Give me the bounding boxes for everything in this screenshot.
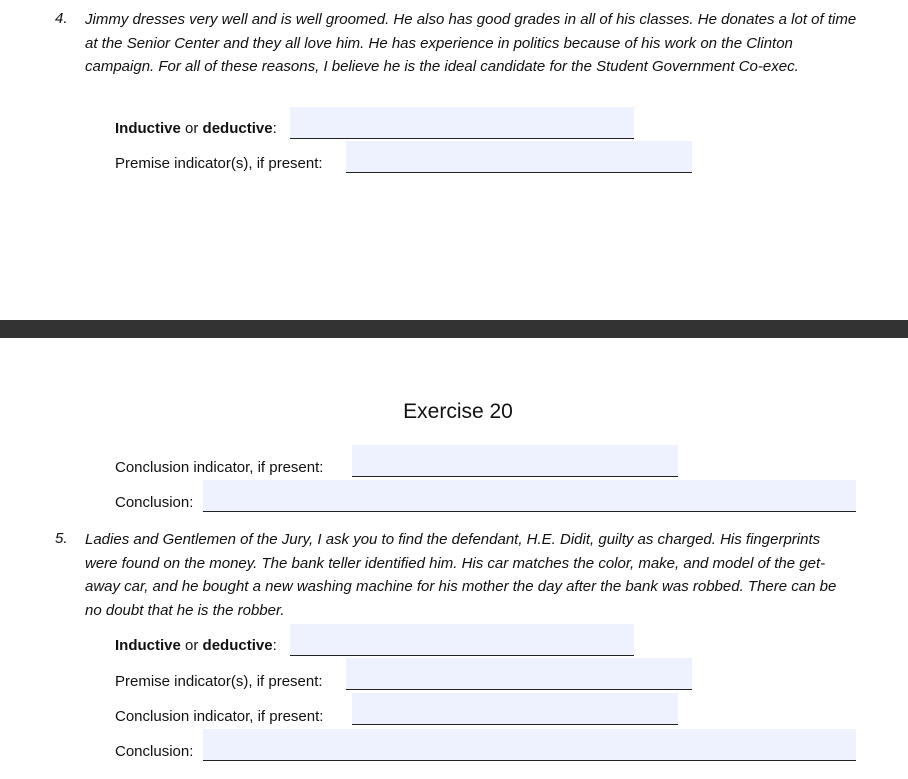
deductive-word: deductive	[202, 120, 273, 137]
inductive-deductive-label	[115, 120, 277, 137]
or-word: or	[180, 637, 203, 654]
conclusion-indicator-field-5[interactable]	[352, 693, 678, 725]
conclusion-label: Conclusion:	[115, 494, 194, 511]
item-number-5: 5.	[55, 530, 68, 547]
inductive-deductive-label-5	[115, 637, 277, 654]
premise-indicator-label: Premise indicator(s), if present:	[115, 155, 323, 172]
conclusion-field-5[interactable]	[203, 729, 856, 761]
conclusion-indicator-field-prev[interactable]	[352, 445, 678, 477]
premise-indicator-field-4[interactable]	[346, 141, 692, 173]
or-word: or	[180, 120, 203, 137]
premise-indicator-label-5: Premise indicator(s), if present:	[115, 673, 323, 690]
deductive-word: deductive	[202, 637, 273, 654]
conclusion-label-5: Conclusion:	[115, 743, 194, 760]
premise-indicator-field-5[interactable]	[346, 658, 692, 690]
inductive-word: Inductive	[115, 120, 181, 137]
inductive-word: Inductive	[115, 637, 181, 654]
colon: :	[272, 120, 277, 137]
question-4-text: Jimmy dresses very well and is well groomed. He also has good grades in all of his classes. He donates a lot of time at the Senior Center and they all love him. He has experience in politics because of his work on the Clinton campaign. For all of these reasons, I believe he is the ideal candidate for the Student Government Co-exec.	[85, 11, 857, 75]
inductive-deductive-field-4[interactable]	[290, 107, 634, 139]
inductive-deductive-field-5[interactable]	[290, 624, 634, 656]
page-title: Exercise 20	[403, 400, 513, 423]
item-number-4: 4.	[55, 10, 68, 27]
page-separator	[0, 320, 908, 338]
question-5-text: Ladies and Gentlemen of the Jury, I ask you to find the defendant, H.E. Didit, guilty as charged. His fingerprints were found on the money. The bank teller identified him. His car matches the color, make, and model of the get-away car, and he bought a new washing machine for his mother the day after the bank was robbed. There can be no doubt that he is the robber.	[85, 531, 837, 619]
conclusion-indicator-label-5: Conclusion indicator, if present:	[115, 708, 324, 725]
conclusion-indicator-label: Conclusion indicator, if present:	[115, 459, 324, 476]
conclusion-field-prev[interactable]	[203, 480, 856, 512]
colon: :	[272, 637, 277, 654]
